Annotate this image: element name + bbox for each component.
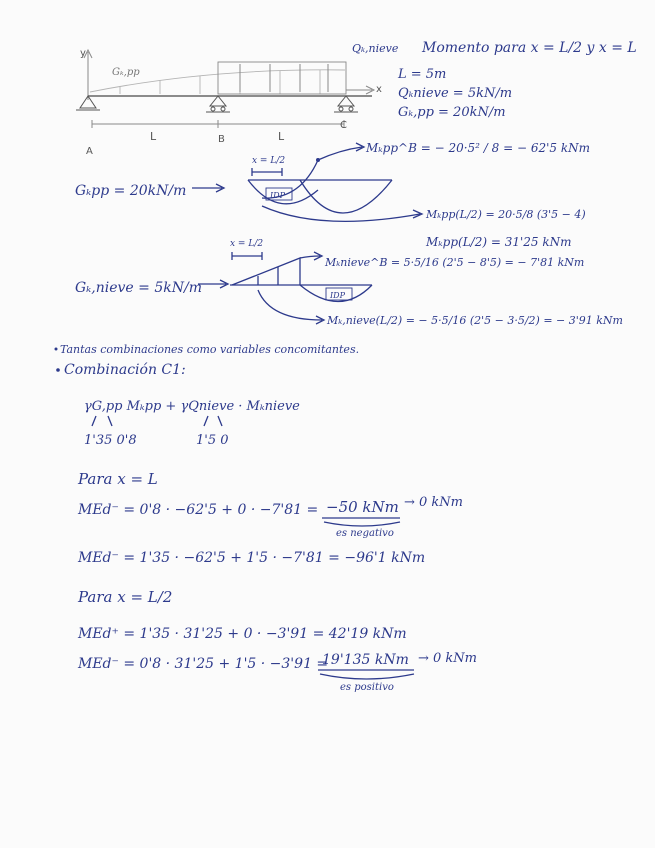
dead-diagram-tag: IDP (270, 191, 285, 200)
snow-mb: Mₖnieve^B = 5·5/16 (2'5 − 8'5) = − 7'81 kNm (325, 256, 585, 269)
dead-m-half-result: Mₖpp(L/2) = 31'25 kNm (426, 235, 572, 249)
heading-x-L: Para x = L (78, 470, 158, 488)
support-c (334, 96, 358, 112)
snow-x-marker: x = L/2 (230, 239, 264, 249)
given-length: L = 5m (398, 67, 447, 82)
snow-m-half: Mₖ,nieve(L/2) = − 5·5/16 (2'5 − 3·5/2) = − 3'91 kNm (327, 314, 623, 327)
moment-title: Momento para x = L/2 y x = L (422, 40, 637, 56)
dead-load-label: Gₖpp = 20kN/m (75, 183, 187, 199)
med-1: MEd⁻ = 0'8 · −62'5 + 0 · −7'81 = (78, 502, 319, 518)
gamma-q-values: 1'5 0 (196, 433, 229, 448)
g-load-label: Gₖ,pp (112, 67, 140, 78)
given-q-snow: Qₖnieve = 5kN/m (398, 86, 513, 101)
med-1-out: → 0 kNm (404, 495, 464, 510)
med-4-note: es positivo (340, 682, 394, 693)
snow-load-diagram (75, 239, 623, 327)
med-2: MEd⁻ = 1'35 · −62'5 + 1'5 · −7'81 = −96'1 kNm (78, 550, 426, 566)
med-4: MEd⁻ = 0'8 · 31'25 + 1'5 · −3'91 = (78, 656, 329, 672)
support-a-label: A (86, 146, 93, 157)
q-snow-header: Qₖ,nieve (352, 42, 399, 55)
span-1-label: L (150, 130, 157, 143)
combination-formula: γG,pp Mₖpp + γQnieve · Mₖnieve (84, 399, 300, 414)
gamma-g-values: 1'35 0'8 (84, 433, 137, 448)
x-axis-label: x (376, 84, 382, 95)
heading-x-half: Para x = L/2 (78, 588, 173, 606)
dead-x-marker: x = L/2 (252, 156, 286, 166)
med-1-note: es negativo (336, 528, 394, 539)
med-4-out: → 0 kNm (418, 651, 478, 666)
note-1: Tantas combinaciones como variables concomitantes. (60, 343, 360, 356)
support-b (206, 96, 230, 112)
snow-load-block (218, 62, 346, 94)
beam-structure (76, 48, 382, 157)
med-4-result: 19'135 kNm (322, 652, 409, 668)
dead-mb: Mₖpp^B = − 20·5² / 8 = − 62'5 kNm (366, 141, 591, 155)
snow-load-label: Gₖ,nieve = 5kN/m (75, 280, 202, 296)
given-g-pp: Gₖ,pp = 20kN/m (398, 105, 506, 120)
support-c-label: C (340, 120, 347, 131)
note-2: Combinación C1: (64, 362, 186, 378)
snow-diagram-tag: IDP (330, 291, 345, 300)
span-2-label: L (278, 130, 285, 143)
dead-m-half: Mₖpp(L/2) = 20·5/8 (3'5 − 4) (426, 208, 586, 221)
med-1-result: −50 kNm (326, 498, 399, 516)
support-b-label: B (218, 134, 225, 145)
med-3: MEd⁺ = 1'35 · 31'25 + 0 · −3'91 = 42'19 kNm (78, 626, 407, 642)
y-axis-label: y (80, 48, 86, 59)
dead-load-diagram (75, 141, 590, 249)
